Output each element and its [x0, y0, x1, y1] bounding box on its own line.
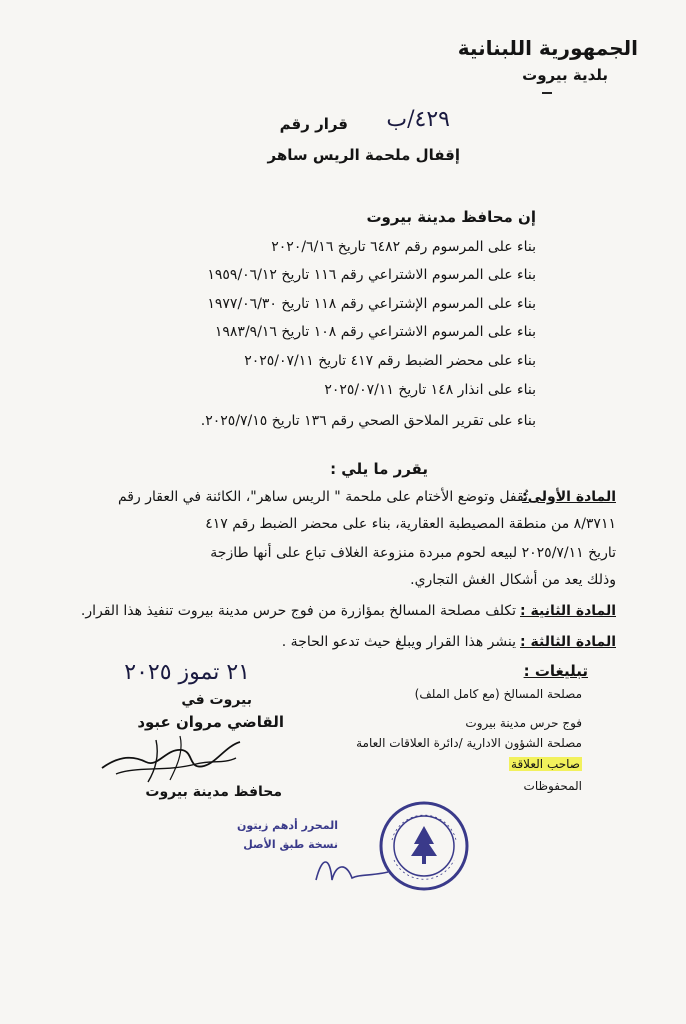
decision-number: ٤٢٩/ب: [386, 107, 450, 132]
handwritten-date: ٢١ تموز ٢٠٢٥: [124, 660, 250, 685]
resolves-heading: يقرر ما يلي :: [330, 460, 428, 478]
based-on-line: بناء على تقرير الملاحق الصحي رقم ١٣٦ تاريخ ٢٠٢٥/٧/١٥.: [200, 413, 536, 429]
based-on-line: بناء على المرسوم رقم ٦٤٨٢ تاريخ ٢٠٢٠/٦/١٦: [271, 239, 536, 255]
article-3-label: المادة الثالثة :: [520, 634, 616, 650]
signatory-name: القاضي مروان عبود: [137, 713, 284, 731]
municipality-header: بلدية بيروت: [522, 66, 608, 84]
notification-item-highlighted: صاحب العلاقة: [511, 757, 580, 771]
signature-place: بيروت في: [181, 692, 252, 708]
notification-item: مصلحة الشؤون الادارية /دائرة العلاقات العامة: [356, 736, 582, 750]
article-1-line: وذلك يعد من أشكال الغش التجاري.: [410, 572, 616, 588]
decision-subject: إقفال ملحمة الريس ساهر: [267, 146, 460, 164]
based-on-line: بناء على المرسوم الاشتراعي رقم ١١٦ تاريخ ١٩٥٩/٠٦/١٢: [207, 267, 536, 283]
article-2-label: المادة الثانية :: [520, 603, 616, 619]
article-3-text: ينشر هذا القرار ويبلغ حيث تدعو الحاجة .: [281, 634, 516, 650]
notification-item: مصلحة المسالخ (مع كامل الملف): [414, 687, 582, 701]
signatory-title: محافظ مدينة بيروت: [145, 784, 282, 800]
notifications-title: تبليغات :: [523, 662, 588, 680]
republic-header: الجمهورية اللبنانية: [457, 36, 638, 60]
signature-scribble: [96, 728, 246, 786]
header-dash: [542, 92, 552, 94]
notification-item: المحفوظات: [523, 779, 582, 793]
based-on-line: بناء على المرسوم الإشتراعي رقم ١١٨ تاريخ ١٩٧٧/٠٦/٣٠: [207, 296, 536, 312]
article-1-line: تاريخ ٢٠٢٥/٧/١١ لبيعه لحوم مبردة منزوعة الغلاف تباع على أنها طازجة: [210, 545, 616, 561]
article-1-line: ٨/٣٧١١ من منطقة المصيطبة العقارية، بناء على محضر الضبط رقم ٤١٧: [205, 516, 616, 532]
intro-line: إن محافظ مدينة بيروت: [366, 208, 536, 226]
notification-item: فوج حرس مدينة بيروت: [465, 716, 582, 730]
decision-label: قرار رقم: [279, 115, 348, 133]
article-1-label: المادة الأولى:: [522, 489, 616, 505]
official-seal-icon: [378, 800, 470, 892]
article-2-text: تكلف مصلحة المسالخ بمؤازرة من فوج حرس مدينة بيروت تنفيذ هذا القرار.: [80, 603, 516, 619]
based-on-line: بناء على انذار ١٤٨ تاريخ ٢٠٢٥/٠٧/١١: [324, 382, 536, 398]
based-on-line: بناء على المرسوم الاشتراعي رقم ١٠٨ تاريخ ١٩٨٣/٩/١٦: [214, 324, 536, 340]
stamp-true-copy-text: نسخة طبق الأصل: [243, 838, 338, 851]
stamp-editor-text: المحرر أدهم زيتون: [237, 819, 338, 832]
based-on-line: بناء على محضر الضبط رقم ٤١٧ تاريخ ٢٠٢٥/٠٧/١١: [244, 353, 536, 369]
article-1-line: تُقفل وتوضع الأختام على ملحمة " الريس ساهر"، الكائنة في العقار رقم: [117, 489, 528, 505]
